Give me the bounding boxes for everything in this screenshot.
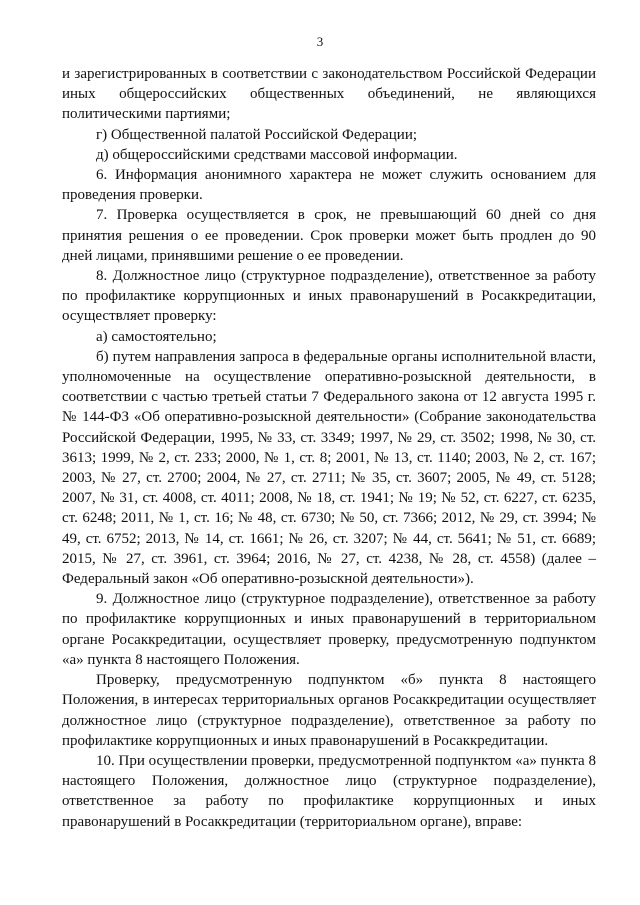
paragraph-item-d: д) общероссийскими средствами массовой информации.	[96, 146, 458, 163]
paragraph-8-item-a: а) самостоятельно;	[96, 328, 217, 345]
paragraph-10: 10. При осуществлении проверки, предусмотренной подпунктом «а» пункта 8 настоящего Положения, должностное лицо (структурное подразделение), ответственное за работу по профилактике коррупционных и иных правонарушений в Росаккредитации (территориальном органе), вправе:	[62, 752, 596, 830]
paragraph-item-g: г) Общественной палатой Российской Федерации;	[96, 126, 418, 143]
paragraph-8: 8. Должностное лицо (структурное подразделение), ответственное за работу по профилактике коррупционных и иных правонарушений в Росаккредитации, осуществляет проверку:	[62, 268, 596, 325]
paragraph-9-second: Проверку, предусмотренную подпунктом «б» пункта 8 настоящего Положения, в интересах территориальных органов Росаккредитации осуществляет должностное лицо (структурное подразделение), ответственное за работу по профилактике коррупционных и иных правонарушений в Росаккредитации.	[62, 672, 596, 749]
paragraph-7: 7. Проверка осуществляется в срок, не превышающий 60 дней со дня принятия решения о ее проведении. Срок проверки может быть продлен до 90 дней лицами, принявшими решение о ее проведении.	[62, 207, 596, 264]
paragraph-8-item-b: б) путем направления запроса в федеральные органы исполнительной власти, уполномоченные на осуществление оперативно-розыскной деятельности, в соответствии с частью третьей статьи 7 Федерального закона от 12 августа 1995 г. № 144-ФЗ «Об оперативно-розыскной деятельности» (Собрание законодательства Российской Федерации, 1995, № 33, ст. 3349; 1997, № 29, ст. 3502; 1998, № 30, ст. 3613; 1999, № 2, ст. 233; 2000, № 1, ст. 8; 2001, № 13, ст. 1140; 2003, № 2, ст. 167; 2003, № 27, ст. 2700; 2004, № 27, ст. 2711; № 35, ст. 3607; 2005, № 49, ст. 5128; 2007, № 31, ст. 4008, ст. 4011; 2008, № 18, ст. 1941; № 19; № 52, ст. 6227, ст. 6235, ст. 6248; 2011, № 1, ст. 16; № 48, ст. 6730; № 50, ст. 7366; 2012, № 29, ст. 3994; № 49, ст. 6752; 2013, № 14, ст. 1661; № 26, ст. 3207; № 44, ст. 5641; № 51, ст. 6689; 2015, № 27, ст. 3961, ст. 3964; 2016, № 27, ст. 4238, № 28, ст. 4558) (далее – Федеральный закон «Об оперативно-розыскной деятельности»).	[62, 348, 596, 588]
page-number: 3	[316, 34, 324, 49]
paragraph-continuation: и зарегистрированных в соответствии с законодательством Российской Федерации иных общероссийских общественных объединений, не являющихся политическими партиями;	[62, 66, 596, 123]
document-body	[62, 64, 596, 832]
paragraph-9: 9. Должностное лицо (структурное подразделение), ответственное за работу по профилактике коррупционных и иных правонарушений в территориальном органе Росаккредитации, осуществляет проверку, предусмотренную подпунктом «а» пункта 8 настоящего Положения.	[62, 591, 596, 668]
paragraph-6: 6. Информация анонимного характера не может служить основанием для проведения проверки.	[62, 167, 596, 204]
